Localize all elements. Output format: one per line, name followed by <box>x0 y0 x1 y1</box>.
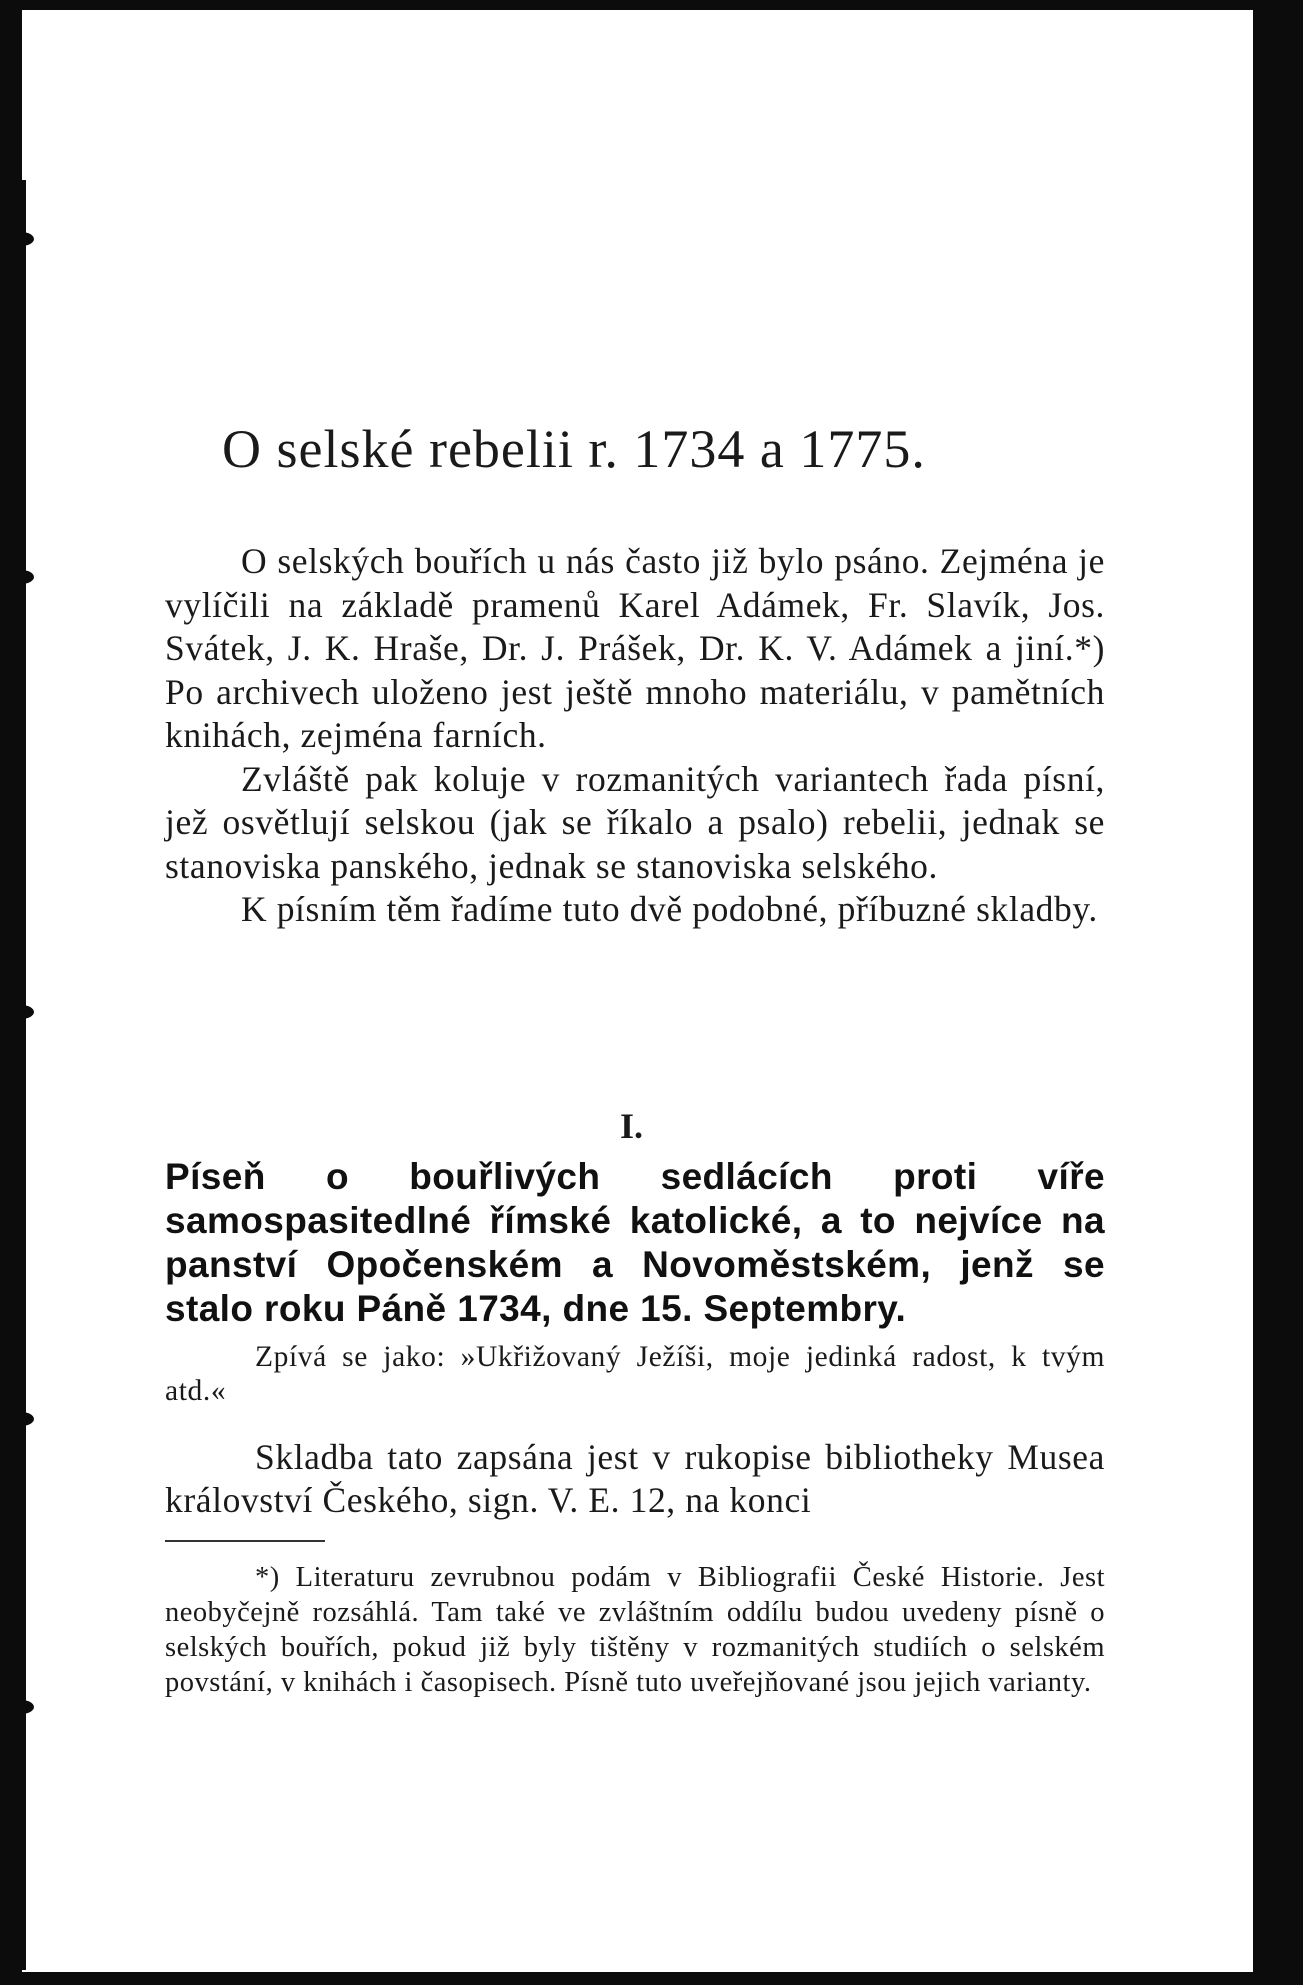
footnote <box>165 1560 1105 1700</box>
song-title: Píseň o bouřlivých sedlácích proti víře samospasitedlné římské katolické, a to nejvíce na panství Opočenském a Novoměstském, jenž se stalo roku Páně 1734, dne 15. Septembry. <box>165 1156 1105 1329</box>
melody-note <box>165 1340 1105 1408</box>
binding-mark <box>8 1700 34 1714</box>
melody-text: Zpívá se jako: »Ukřižovaný Ježíši, moje jedinká radost, k tvým atd.« <box>165 1341 1105 1407</box>
intro-paragraph: O selských bouřích u nás často již bylo psáno. Zejména je vylíčili na základě pramenů Karel Adámek, Fr. Slavík, Jos. Svátek, J. K. Hraše, Dr. J. Prášek, Dr. K. V. Adámek a jiní.*) Po archivech uloženo jest ještě mnoho materiálu, v pamětních knihách, zejména farních. <box>165 541 1105 755</box>
footnote-divider <box>165 1540 325 1542</box>
intro-text <box>165 540 1105 932</box>
intro-paragraph: Zvláště pak koluje v rozmanitých variantech řada písní, jež osvětlují selskou (jak se říkalo a psalo) rebelii, jednak se stanoviska panského, jednak se stanoviska selského. <box>165 758 1105 886</box>
footnote-text: *) Literaturu zevrubnou podám v Bibliografii České Historie. Jest neobyčejně rozsáhlá. Tam také ve zvláštním oddílu budou uvedeny písně o selských bouřích, pokud již byly tištěny v rozmanitých studiích o selském povstání, v knihách i časopisech. Písně tuto uveřejňované jsou jejich varianty. <box>165 1562 1105 1698</box>
binding-mark <box>8 1005 34 1019</box>
record-note <box>165 1436 1105 1522</box>
binding-mark <box>8 1412 34 1426</box>
binding-mark <box>8 570 34 584</box>
binding-mark <box>8 232 34 246</box>
page-title: O selské rebelii r. 1734 a 1775. <box>222 419 926 479</box>
intro-paragraph: K písním těm řadíme tuto dvě podobné, příbuzné skladby. <box>241 889 1098 929</box>
record-text: Skladba tato zapsána jest v rukopise bibliotheky Musea království Českého, sign. V. E. 12, na konci <box>165 1437 1105 1520</box>
section-number: I. <box>620 1106 644 1146</box>
